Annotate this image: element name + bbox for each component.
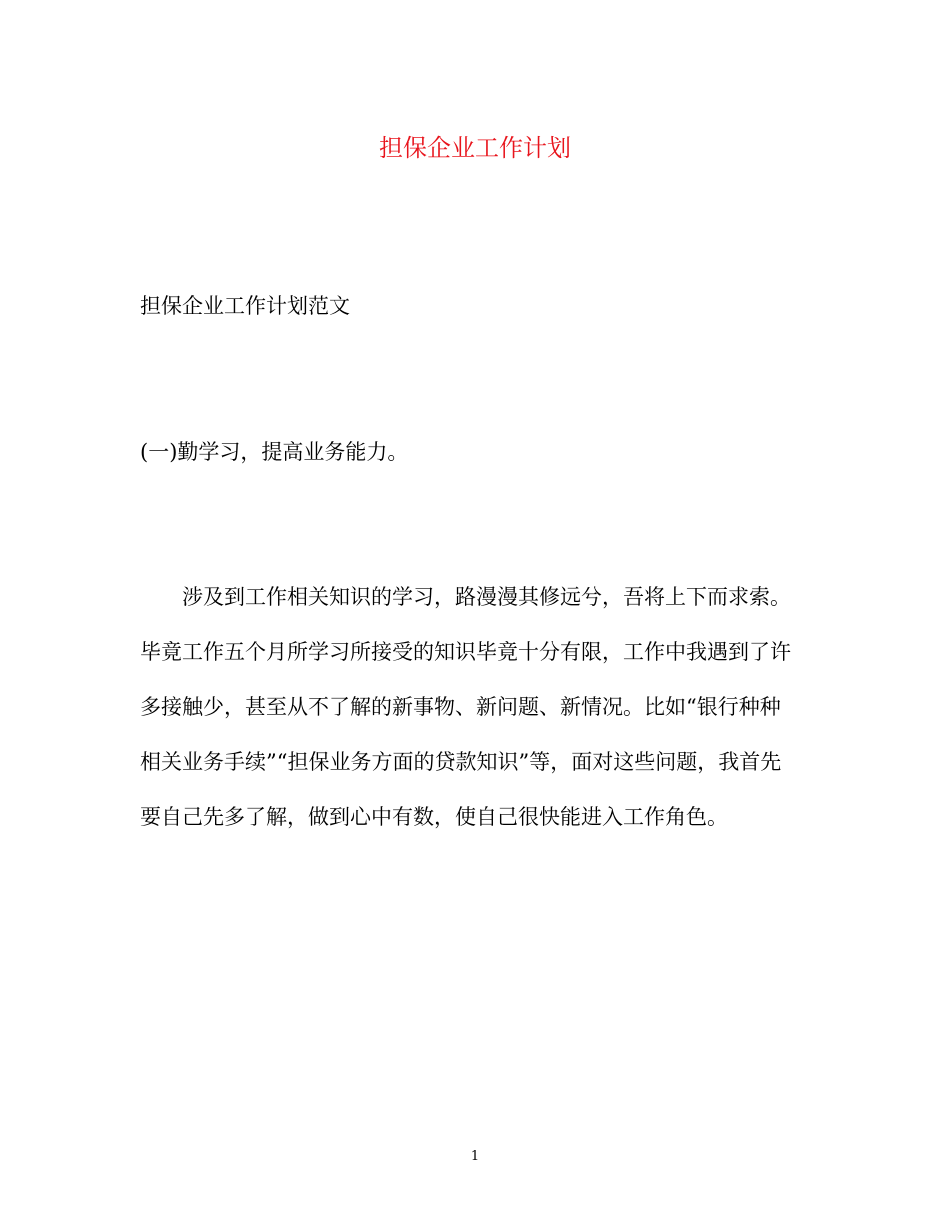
paragraph-line: 多接触少，甚至从不了解的新事物、新问题、新情况。比如“银行种种 (140, 695, 781, 719)
paragraph-line: 相关业务手续”“担保业务方面的贷款知识”等，面对这些问题，我首先 (140, 750, 782, 774)
document-subtitle: 担保企业工作计划范文 (140, 294, 350, 318)
paragraph-line: 毕竟工作五个月所学习所接受的知识毕竟十分有限，工作中我遇到了许 (140, 640, 791, 664)
section-heading: (一)勤学习，提高业务能力。 (140, 440, 409, 464)
body-paragraph (140, 581, 830, 856)
paragraph-line: 要自己先多了解，做到心中有数，使自己很快能进入工作角色。 (140, 805, 728, 829)
page-number: 1 (470, 1149, 480, 1164)
document-title: 担保企业工作计划 (379, 134, 571, 162)
paragraph-line: 涉及到工作相关知识的学习，路漫漫其修远兮，吾将上下而求索。 (182, 585, 791, 609)
